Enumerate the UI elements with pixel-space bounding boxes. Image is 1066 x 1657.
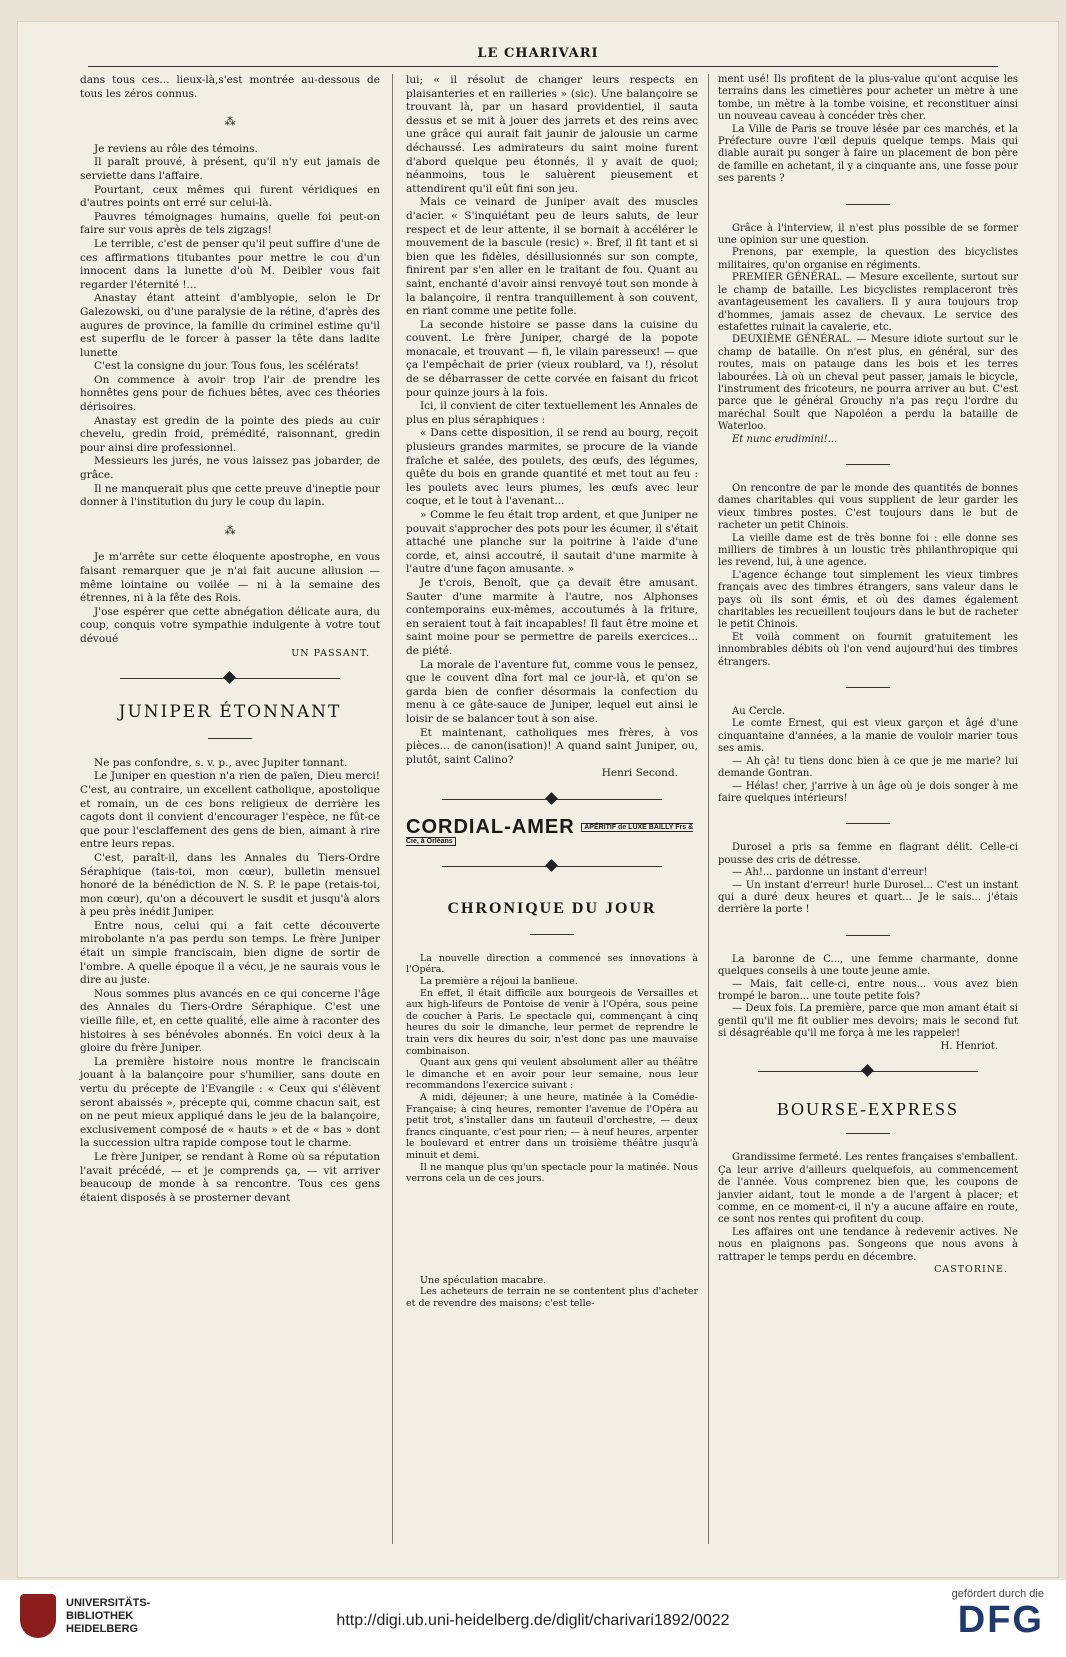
- paragraph: Ici, il convient de citer textuellement les Annales de plus en plus séraphiques :: [406, 400, 698, 426]
- paragraph: Et maintenant, catholiques mes frères, à vos pièces... de canon(isation)! A quand saint Juniper, ou, plutôt, saint Calino?: [406, 726, 698, 766]
- paragraph: Le Juniper en question n'a rien de païen, Dieu merci! C'est, au contraire, un excellent catholique, apostolique et romain, un de ces bons religieux de derrière les cagots dont il convient d'encourager l'espèce, ne fût-ce que pour l'esclaffement des gens de bien, aimant à rire entre leurs repas.: [80, 770, 380, 851]
- paragraph: Le comte Ernest, qui est vieux garçon et âgé d'une cinquantaine d'années, a la manie de vouloir marier tous ses amis.: [718, 718, 1018, 755]
- masthead-rule: [88, 66, 998, 67]
- short-rule: [846, 464, 890, 465]
- paragraph: lui; « il résolut de changer leurs respects en plaisanteries et en railleries » (sic). Une balançoire se trouvant là, par un hasard providentiel, il sauta dessus et se mit à jouer des jarrets et des reins avec une grâce qui aurait fait jaunir de jalousie un carme déchaussé. Les admirateurs du saint moine furent d'abord quelque peu étonnés, il y avait de quoi; néanmoins, tous le saluèrent pieusement et attendirent qu'il eût fini son jeu.: [406, 74, 698, 195]
- library-name-line: BIBLIOTHEK: [66, 1609, 134, 1622]
- paragraph: Nous sommes plus avancés en ce qui concerne l'âge des Annales du Tiers-Ordre Séraphique. C'est une vieille fille, et, en cette qualité, elle aime à raconter des histoires à ses bénévoles abonnés. En voici deux à la gloire du frère Juniper.: [80, 987, 380, 1055]
- ornament-divider: [442, 793, 662, 805]
- paragraph: C'est la consigne du jour. Tous fous, les scélérats!: [94, 360, 359, 373]
- paragraph: Pauvres témoignages humains, quelle foi peut-on faire sur vous après de tels zigzags!: [80, 210, 380, 237]
- paragraph: Il ne manque plus qu'un spectacle pour la matinée. Nous verrons cela un de ces jours.: [406, 1161, 698, 1185]
- paragraph: Une spéculation macabre.: [420, 1274, 547, 1286]
- paragraph: ment usé! Ils profitent de la plus-value qu'ont acquise les terrains dans les cimetières pour acheter un mètre à une tombe, un mètre à la tombe voisine, et reconstituer ainsi un nouveau caveau à concéder très cher.: [718, 74, 1018, 123]
- paragraph: » Comme le feu était trop ardent, et que Juniper ne pouvait s'approcher des pots pour les écumer, il s'était attaché une planche sur la poitrine à l'aide d'une corde, et, ainsi accoutré, il sautait d'une marmite à l'autre d'une façon amusante. »: [406, 509, 698, 576]
- paragraph: « Dans cette disposition, il se rend au bourg, reçoit plusieurs grandes marmites, se procure de la viande fraîche et salée, des poulets, des œufs, des légumes, quête du bois en grande quantité et met tout au feu : les poulets avec leurs plumes, les œufs avec leur coque, et le tout à l'avenant...: [406, 427, 698, 508]
- paragraph: Je m'arrête sur cette éloquente apostrophe, en vous faisant remarquer que je n'ai fait aucune allusion — même lointaine ou voilée — ni à la semaine des étrennes, ni à la fête des Rois.: [80, 551, 380, 605]
- paragraph: Mais ce veinard de Juniper avait des muscles d'acier. « S'inquiétant peu de leurs saluts, de leur respect et de leur attente, il se bornait à accélérer le mouvement de la bascule (resic) ». Bref, il fit tant et si bien que les fidèles, désillusionnés sur son compte, finirent par s'en aller en le traitant de fou. Quant au saint, enchanté d'avoir ainsi renvoyé tout son monde à la balançoire, il rentra tranquillement à son couvent, en riant comme une petite folle.: [406, 196, 698, 318]
- dfg-logo[interactable]: [952, 1588, 1044, 1640]
- short-rule: [530, 934, 574, 935]
- short-rule: [846, 935, 890, 936]
- paragraph: — Un instant d'erreur! hurle Durosel... C'est un instant qui a duré deux heures et quart... Je le sais... j'étais derrière la porte !: [718, 879, 1018, 916]
- document-url[interactable]: http://digi.ub.uni-heidelberg.de/diglit/charivari1892/0022: [336, 1612, 730, 1629]
- cordial-amer-advert: [406, 815, 698, 848]
- chronique-text: [406, 953, 698, 1310]
- paragraph: Je reviens au rôle des témoins.: [94, 142, 258, 155]
- short-rule: [846, 823, 890, 824]
- paragraph: PREMIER GÉNÉRAL. — Mesure excellente, surtout sur le champ de bataille. Les bicyclistes remplaceront très avantageusement les cavaliers. Il y aura toujours trop d'hommes, jamais assez de chevaux. Le service des estafettes ruinait la cavalerie, etc.: [718, 272, 1018, 333]
- ornament-divider: [120, 672, 340, 684]
- paragraph: Les affaires ont une tendance à redevenir actives. Ne nous en plaignons pas. Songeons que nous avons à rattraper le temps perdu en décembre.: [718, 1226, 1018, 1263]
- paragraph: Grandissime fermeté. Les rentes françaises s'emballent. Ça leur arrive d'ailleurs quelquefois, au commencement de l'année. Vous comprenez bien que, les coupons de janvier aidant, tout le monde a de l'argent à placer; et comme, en ce moment-ci, il n'y a aucune affaire en route, ce sont nos rentes qui profitent du coup.: [718, 1152, 1018, 1226]
- paragraph: La morale de l'aventure fut, comme vous le pensez, que le couvent dîna fort mal ce jour-là, et qu'on se garda bien de confier désormais la confection du menu à ce gâte-sauce de Juniper, lequel eut ainsi le loisir de se balancer tout à son aise.: [406, 658, 698, 725]
- column-1: [80, 74, 380, 1205]
- paragraph: — Ah!... pardonne un instant d'erreur!: [732, 867, 928, 879]
- newspaper-page: [18, 22, 1058, 1577]
- paragraph: Quant aux gens qui veulent absolument aller au théâtre le dimanche et en avoir pour leur semaine, nous leur recommandons l'exercice suivant :: [406, 1057, 698, 1092]
- paragraph: Durosel a pris sa femme en flagrant délit. Celle-ci pousse des cris de détresse.: [718, 842, 1018, 866]
- short-rule: [846, 204, 890, 205]
- paragraph: Il paraît prouvé, à présent, qu'il n'y eut jamais de serviette dans l'affaire.: [80, 156, 380, 182]
- column-3: [718, 74, 1018, 1276]
- paragraph: Anastay est gredin de la pointe des pieds au cuir chevelu, gredin froid, prémédité, raisonnant, gredin pour ainsi dire professionnel.: [80, 414, 380, 454]
- short-rule: [208, 738, 252, 739]
- article-heading: CHRONIQUE DU JOUR: [447, 900, 657, 918]
- paragraph: Je t'crois, Benoît, que ça devait être amusant. Sauter d'une marmite à l'autre, nos Alphonses contemporains eux-mêmes, accoutumés à la friture, en seraient tout à fait incapables! Il faut être moine et saint moine pour se permettre de pareils exercices... de piété.: [406, 576, 698, 657]
- funded-by-label: gefördert durch die: [951, 1588, 1044, 1600]
- paragraph: Et voilà comment on fournit gratuitement les innombrables débits où l'on vend aujourd'hui des timbres étrangers.: [718, 631, 1018, 668]
- paragraph: — Mais, fait celle-ci, entre nous... vous avez bien trompé le baron... une toute petite fois?: [718, 978, 1018, 1002]
- paragraph: On commence à avoir trop l'air de prendre les honnêtes gens pour de fichues bêtes, avec ces théories dérisoires.: [80, 373, 380, 414]
- viewer-footer: [0, 1580, 1066, 1657]
- signature: H. Henriot.: [940, 1040, 998, 1052]
- article-heading: JUNIPER ÉTONNANT: [118, 702, 342, 723]
- paragraph: En effet, il était difficile aux bourgeois de Versailles et aux high-lifeurs de Pontoise de venir à l'Opéra, sous peine de coucher à Paris. Le spectacle qui, commençant à cinq heures du soir le dimanche, leur permet de reprendre le train vers dix heures du soir, n'est donc pas une mauvaise combinaison.: [406, 987, 698, 1057]
- paragraph: Prenons, par exemple, la question des bicyclistes militaires, qu'on organise en régiments.: [718, 247, 1018, 271]
- short-rule: [846, 687, 890, 688]
- paragraph: DEUXIÈME GÉNÉRAL. — Mesure idiote surtout sur le champ de bataille. On n'est plus, en général, sur des routes, mais on patauge dans les bois et les terres labourées. Là où un cheval peut passer, jamais le bicycle, l'instrument des fricoteurs, ne pourra arriver au but. C'est parce que le général Grouchy n'a pas reçu l'ordre du maréchal Soult que Napoléon a perdu la bataille de Waterloo.: [718, 334, 1018, 433]
- paragraph: A midi, déjeuner; à une heure, matinée à la Comédie-Française; à cinq heures, remonter l'avenue de l'Opéra au petit trot, s'installer dans un fauteuil d'orchestre, — deux francs cinquante, c'est pour rien; — à neuf heures, arpenter le boulevard et entrer dans un troisième théâtre jusqu'à minuit et demi.: [406, 1091, 698, 1161]
- paragraph: Messieurs les jurés, ne vous laissez pas jobarder, de grâce.: [80, 455, 380, 482]
- paragraph: Les acheteurs de terrain ne se contentent plus d'acheter et de revendre des maisons; c'est telle-: [406, 1286, 698, 1309]
- paragraph: La vieille dame est de très bonne foi : elle donne ses milliers de timbres à un loustic très philanthropique qui les revend, lui, à une agence.: [718, 532, 1018, 569]
- paragraph: La baronne de C..., une femme charmante, donne quelques conseils à une toute jeune amie.: [718, 953, 1018, 978]
- paragraph: Anastay étant atteint d'amblyopie, selon le Dr Galezowski, ou d'une paralysie de la rétine, d'après des augures de province, la famille du criminel estime qu'il est superflu de le forcer à passer la tête dans ladite lunette: [80, 292, 380, 359]
- library-name-line: UNIVERSITÄTS-: [66, 1596, 151, 1609]
- paragraph: Ne pas confondre, s. v. p., avec Jupiter tonnant.: [94, 756, 348, 769]
- paragraph: dans tous ces... lieux-là,s'est montrée au-dessous de tous les zéros connus.: [80, 74, 380, 100]
- paragraph: La première histoire nous montre le franciscain jouant à la balançoire pour s'humilier, sans doute en vertu du précepte de l'Evangile : « Ceux qui s'élèvent seront abaissés », précepte qui, comme chacun sait, est on ne peut mieux appliqué dans le jeu de la balançoire, exclusivement composé de « hauts » et de « bas » dont la succession ultra rapide compose tout le charme.: [80, 1055, 380, 1150]
- paragraph: La première a réjoui la banlieue.: [420, 976, 578, 987]
- paragraph: La nouvelle direction a commencé ses innovations à l'Opéra.: [406, 952, 698, 976]
- dfg-wordmark: DFG: [957, 1599, 1044, 1641]
- paragraph: Et nunc erudimini!...: [732, 433, 838, 445]
- article-heading: BOURSE-EXPRESS: [776, 1099, 960, 1119]
- library-name-line: HEIDELBERG: [66, 1622, 139, 1635]
- paragraph: — Deux fois. La première, parce que mon amant était si gentil qu'il me fit oublier mes devoirs; mais le second fut si désagréable qu'il me força à me les rappeler!: [718, 1003, 1018, 1040]
- paragraph: Au Cercle.: [732, 706, 786, 718]
- paragraph: La seconde histoire se passe dans la cuisine du couvent. Le frère Juniper, chargé de la popote monacale, et trouvant — fi, le vilain paresseux! — que ça l'empêchait de prier (vieux roublard, va !), résolut de se débarrasser de cette corvée en faisant du fricot pour quinze jours à la fois.: [406, 318, 698, 399]
- column-divider: [392, 74, 393, 1544]
- column-2: [406, 74, 698, 1309]
- signature: UN PASSANT.: [291, 647, 370, 659]
- advert-title: CORDIAL-AMER: [406, 815, 575, 838]
- signature: Henri Second.: [601, 767, 678, 780]
- advert-tag: APÉRITIF de LUXE BAILLY Frs & Cie, à Orléans: [406, 823, 694, 845]
- paragraph: Grâce à l'interview, il n'est plus possible de se former une opinion sur une question.: [718, 222, 1018, 247]
- ornament-divider: [758, 1065, 978, 1077]
- paragraph: Le frère Juniper, se rendant à Rome où sa réputation l'avait précédé, — et je comprends ça, — vit arriver beaucoup de monde à sa rencontre. Tous ces gens étaient disposés à se prosterner devant: [80, 1150, 380, 1204]
- paragraph: La Ville de Paris se trouve lésée par ces marchés, et la Préfecture ouvre l'œil depuis quelque temps. Mais qui diable aurait pu songer à faire un placement de bon père de famille en achetant, il y a cinquante ans, une fosse pour ses parents ?: [718, 123, 1018, 185]
- paragraph: J'ose espérer que cette abnégation délicate aura, du coup, conquis votre sympathie indulgente à votre tout dévoué: [80, 605, 380, 645]
- paragraph: Il ne manquerait plus que cette preuve d'ineptie pour donner à l'institution du jury le coup du lapin.: [80, 482, 380, 509]
- paragraph: C'est, paraît-il, dans les Annales du Tiers-Ordre Séraphique (tais-toi, mon cœur), bulletin mensuel honoré de la bénédiction de N. S. P. le pape (retais-toi, mon cœur), qu'on a découvert le susdit et jusqu'à alors à peu près inédit Juniper.: [80, 851, 380, 919]
- masthead: LE CHARIVARI: [477, 46, 599, 61]
- paragraph: Pourtant, ceux mêmes qui furent véridiques en d'autres points ont erré sur celui-là.: [80, 183, 380, 210]
- paragraph: — Ah çà! tu tiens donc bien à ce que je me marie? lui demande Gontran.: [718, 755, 1018, 780]
- paragraph: L'agence échange tout simplement les vieux timbres français avec des timbres étrangers, sans valeur dans le pays où ils sont émis, et où des dames également charitables les recueillent toujours dans le but de racheter le petit Chinois.: [718, 569, 1018, 631]
- column-divider: [708, 74, 709, 1544]
- paragraph: Le terrible, c'est de penser qu'il peut suffire d'une de ces affirmations titubantes pour mettre le cou d'un innocent dans la lunette d'où M. Deibler vous fait regarder l'éternité !...: [80, 237, 380, 291]
- ornament-divider: [442, 860, 662, 872]
- paragraph: Entre nous, celui qui a fait cette découverte mirobolante n'a pas perdu son temps. Le frère Juniper était un simple franciscain, bien digne de sortir de l'ombre. A quelle époque il a vécu, je ne saurais vous le dire au juste.: [80, 919, 380, 987]
- asterism: ⁂: [224, 523, 236, 537]
- short-rule: [846, 1133, 890, 1134]
- paragraph: On rencontre de par le monde des quantités de bonnes dames charitables qui vous supplient de leur garder les vieux timbres postes. C'est toujours dans le but de racheter un petit Chinois.: [718, 482, 1018, 532]
- asterism: ⁂: [224, 115, 236, 129]
- paragraph: — Hélas! cher, j'arrive à un âge où je dois songer à me faire quelques intérieurs!: [718, 780, 1018, 804]
- signature: CASTORINE.: [934, 1264, 1008, 1276]
